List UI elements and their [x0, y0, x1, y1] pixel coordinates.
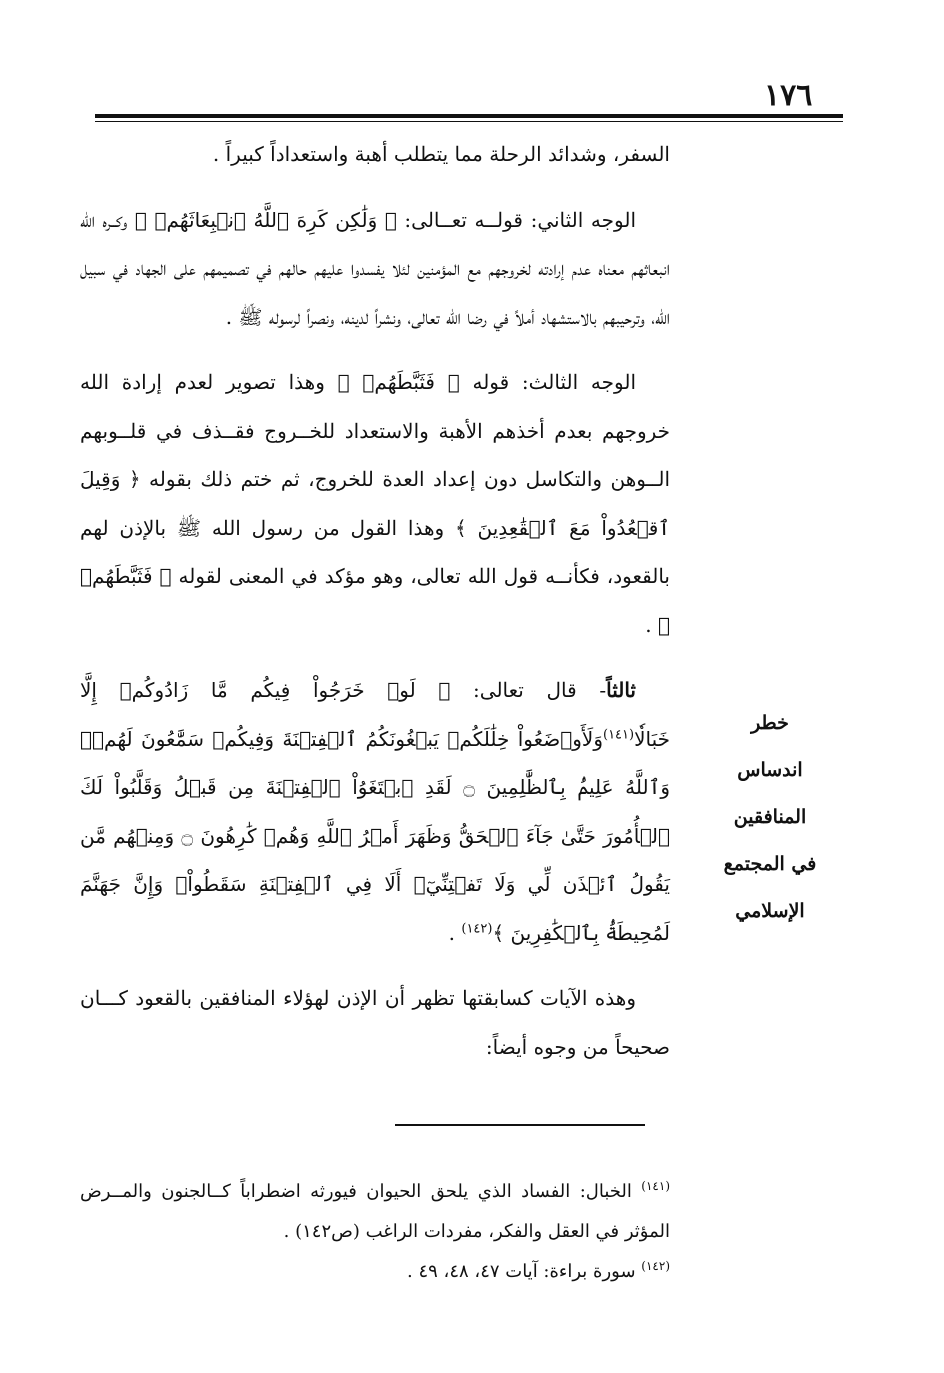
paragraph-2-body: وكــره الله انبعاثهم معناه عدم إرادته لخروجهم مع المؤمنين لئلا يفسدوا عليهم حالهم في تصميمهم على الجهاد في سبيل الله، وترحيبهم بالاستشهاد أملاً في رضا الله تعالى، ونشراً لدينه، ونصراً لرسوله ﷺ .	[80, 207, 670, 329]
paragraph-5: وهذه الآيات كسابقتها تظهر أن الإذن لهؤلاء المنافقين بالقعود كـــان صحيحاً من وجوه أيضاً:	[80, 986, 670, 1059]
footnotes	[80, 1172, 670, 1292]
header-rule-thin	[95, 121, 843, 122]
paragraph-3-end: .	[645, 612, 658, 637]
footnote-text: سورة براءة: آيات ٤٧، ٤٨، ٤٩ .	[406, 1261, 636, 1282]
footnote-marker: (١٤١)	[641, 1179, 670, 1193]
paragraph-4	[80, 666, 670, 957]
paragraph-3-body-2: وهذا القول من رسول الله ﷺ بالإذن لهم بالقعود، فكأنــه قول الله تعالى، وهو مؤكد في المعنى لقوله	[80, 515, 670, 588]
paragraph-4-end: .	[448, 920, 462, 945]
footnote-ref: (١٤١)	[602, 726, 635, 742]
page-number: ١٧٦	[764, 78, 813, 113]
margin-note-line: خطر	[751, 712, 789, 734]
paragraph-4-intro: - قال تعالى:	[450, 678, 607, 702]
main-text	[80, 130, 670, 1088]
margin-note	[700, 700, 840, 935]
quran-verse: ﴿ وَلَٰكِن كَرِهَ ٱللَّهُ ٱنۢبِعَاثَهُمۡ ﴾	[134, 207, 397, 232]
paragraph-3	[80, 358, 670, 649]
footnote	[80, 1172, 670, 1252]
footnote	[80, 1252, 670, 1292]
quran-verse: ﴿ لَوۡ خَرَجُواْ فِيكُم مَّا زَادُوكُمۡ إِلَّا خَبَالٗا	[80, 678, 670, 751]
quran-verse: ﴿ فَثَبَّطَهُمۡ ﴾	[337, 370, 460, 394]
quran-verse: ﴿ فَثَبَّطَهُمۡ ﴾	[80, 564, 670, 637]
paragraph-2	[80, 196, 670, 342]
header-rule-thick	[95, 114, 843, 118]
margin-note-line: الإسلامي	[735, 900, 805, 922]
paragraph-1: السفر، وشدائد الرحلة مما يتطلب أهبة واستعداداً كبيراً .	[212, 142, 670, 166]
paragraph-2-intro: الوجه الثاني: قولــه تعــالى:	[396, 207, 636, 232]
quran-verse: وَلَأَوۡضَعُواْ خِلَٰلَكُمۡ يَبۡغُونَكُمُ ٱلۡفِتۡنَةَ وَفِيكُمۡ سَمَّٰعُونَ لَهُمۡۗ وَٱللَّهُ عَلِيمُۢ بِٱلظَّٰلِمِينَ ۝ لَقَدِ ٱبۡتَغَوُاْ ٱلۡفِتۡنَةَ مِن قَبۡلُ وَقَلَّبُواْ لَكَ ٱلۡأُمُورَ حَتَّىٰ جَآءَ ٱلۡحَقُّ وَظَهَرَ أَمۡرُ ٱللَّهِ وَهُمۡ كَٰرِهُونَ ۝ وَمِنۡهُم مَّن يَقُولُ ٱئۡذَن لِّي وَلَا تَفۡتِنِّيٓۚ أَلَا فِي ٱلۡفِتۡنَةِ سَقَطُواْۗ وَإِنَّ جَهَنَّمَ لَمُحِيطَةُۢ بِٱلۡكَٰفِرِينَ ﴾	[80, 726, 671, 945]
footnote-ref: (١٤٢)	[461, 920, 493, 936]
footnote-text: الخبال: الفساد الذي يلحق الحيوان فيورثه اضطراباً كــالجنون والمــرض المؤثر في العقل والفكر، مفردات الراغب (ص١٤٢) .	[80, 1181, 670, 1242]
footnote-marker: (١٤٢)	[641, 1259, 670, 1273]
paragraph-3-body: وهذا تصوير لعدم إرادة الله خروجهم بعدم أخذهم الأهبة والاستعداد للخــروج فقــذف في قلــوبهم الــوهن والتكاسل دون إعداد العدة للخروج، ثم ختم ذلك بقوله	[80, 370, 670, 491]
paragraph-3-intro: الوجه الثالث: قوله	[459, 370, 636, 394]
quran-verse: ﴿ وَقِيلَ ٱقۡعُدُواْ مَعَ ٱلۡقَٰعِدِينَ ﴾	[80, 467, 670, 540]
margin-note-line: في المجتمع	[723, 853, 817, 875]
footnote-separator	[395, 1124, 645, 1126]
paragraph-4-lead: ثالثاً	[606, 678, 636, 702]
margin-note-line: اندساس المنافقين	[733, 759, 807, 828]
